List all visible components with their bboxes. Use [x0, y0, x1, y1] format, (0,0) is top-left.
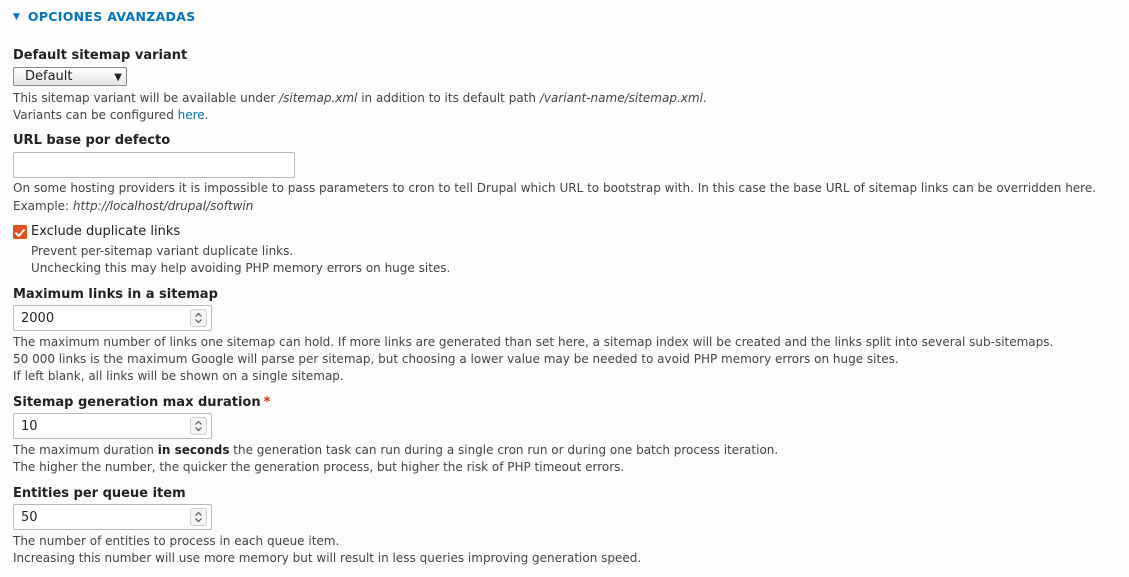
max-duration-description-line-1: The maximum duration in seconds the generation task can run during a single cron run or during one batch process iteration. [13, 443, 779, 457]
base-url-example: http://localhost/drupal/softwin [72, 199, 254, 213]
max-links-description-line-1: The maximum number of links one sitemap can hold. If more links are generated than set here, a sitemap index will be created and the links split into several sub-sitemaps. [13, 335, 1054, 349]
max-links-description-line-3: If left blank, all links will be shown on a single sitemap. [13, 369, 344, 383]
entities-per-item-input[interactable] [13, 504, 212, 530]
max-links-label: Maximum links in a sitemap [13, 287, 218, 302]
max-duration-description-line-2: The higher the number, the quicker the generation process, but higher the risk of PHP timeout errors. [13, 460, 625, 474]
triangle-down-icon: ▼ [13, 12, 20, 22]
spinner-icon[interactable] [190, 309, 207, 327]
caret-down-icon: ▼ [114, 72, 122, 83]
max-links-input[interactable] [13, 305, 212, 331]
max-duration-label: Sitemap generation max duration * [13, 395, 271, 410]
spinner-icon[interactable] [190, 508, 207, 526]
entities-per-item-description-line-2: Increasing this number will use more memory but will result in less queries improving generation speed. [13, 551, 642, 565]
base-url-description-line-1: On some hosting providers it is impossible to pass parameters to cron to tell Drupal which URL to bootstrap with. In this case the base URL of sitemap links can be overridden here. [13, 181, 1097, 195]
variant-select[interactable] [13, 67, 127, 86]
max-duration-input[interactable] [13, 413, 212, 439]
exclude-duplicates-description-line-1: Prevent per-sitemap variant duplicate links. [31, 244, 294, 258]
max-links-description-line-2: 50 000 links is the maximum Google will parse per sitemap, but choosing a lower value may be needed to avoid PHP memory errors on huge sites. [13, 352, 899, 366]
advanced-options-toggle[interactable] [13, 9, 196, 25]
base-url-label: URL base por defecto [13, 133, 171, 148]
variant-description-line-2: Variants can be configured here. [13, 108, 209, 122]
exclude-duplicates-checkbox[interactable] [13, 225, 27, 239]
base-url-input[interactable] [13, 152, 295, 178]
variant-description-line-1: This sitemap variant will be available under /sitemap.xml in addition to its default path /variant-name/sitemap.xml. [13, 91, 707, 105]
variants-config-link[interactable]: here [177, 108, 205, 122]
max-links-value: 2000 [21, 311, 55, 326]
spinner-icon[interactable] [190, 417, 207, 435]
exclude-duplicates-label[interactable]: Exclude duplicate links [31, 224, 181, 239]
max-duration-value: 10 [21, 419, 38, 434]
entities-per-item-description-line-1: The number of entities to process in each queue item. [13, 534, 340, 548]
required-marker: * [263, 395, 271, 410]
variant-label: Default sitemap variant [13, 48, 188, 63]
exclude-duplicates-description-line-2: Unchecking this may help avoiding PHP memory errors on huge sites. [31, 261, 451, 275]
checkmark-icon [13, 226, 27, 240]
entities-per-item-value: 50 [21, 510, 38, 525]
sitemap-path: /sitemap.xml [279, 91, 358, 105]
variant-path: /variant-name/sitemap.xml [539, 91, 703, 105]
base-url-description-line-2: Example: http://localhost/drupal/softwin [13, 199, 254, 213]
entities-per-item-label: Entities per queue item [13, 486, 186, 501]
variant-selected-value: Default [25, 69, 73, 84]
advanced-options-title: OPCIONES AVANZADAS [27, 9, 196, 24]
